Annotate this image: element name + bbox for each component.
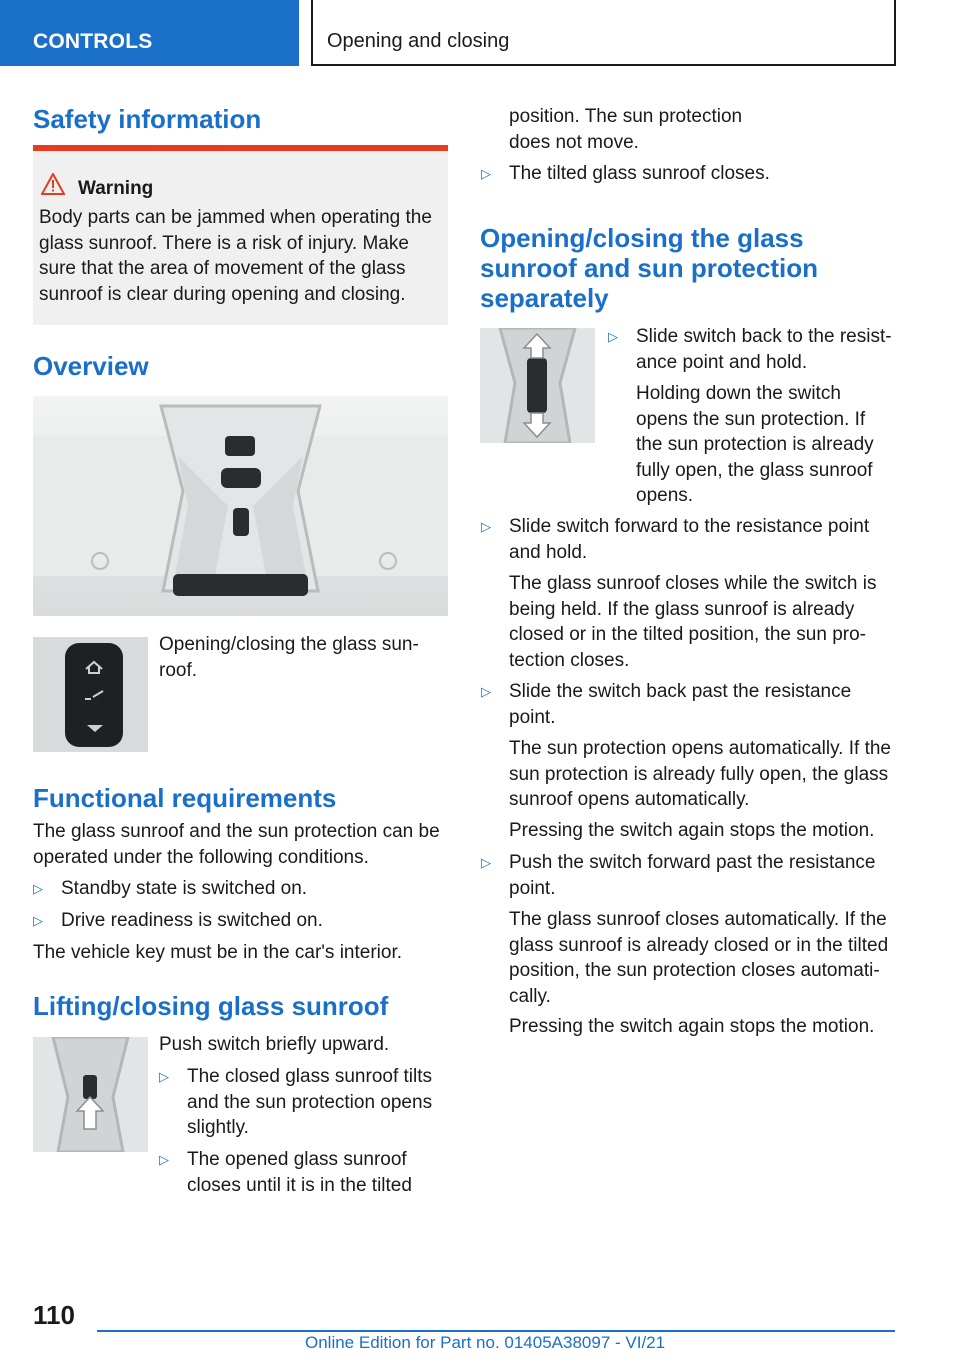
intro-line: The glass sunroof and the sun protection can be [33, 821, 440, 842]
list-item-text [187, 1064, 432, 1141]
separately-heading [480, 223, 818, 313]
bullet-marker-icon: ▷ [481, 855, 491, 870]
list-item [481, 514, 901, 570]
warning-line: sure that the area of movement of the glass [39, 258, 406, 279]
text-line: and the sun protection opens [187, 1091, 433, 1113]
bullet-marker-icon: ▷ [608, 329, 618, 344]
text-line: sunroof opens automatically. [509, 789, 750, 810]
b3-stop-note: Pressing the switch again stops the motion. [509, 820, 875, 841]
text-line: position. The sun protection [509, 106, 743, 127]
bullet-marker-icon: ▷ [33, 881, 43, 896]
text-line: The sun protection opens automatically. If the [509, 738, 891, 759]
text-line: the sun protection is already [636, 434, 874, 455]
functional-intro [33, 819, 440, 870]
list-item-text [509, 679, 851, 730]
chapter-title: Opening and closing [327, 30, 510, 52]
overview-caption [159, 632, 419, 683]
edition-note: Online Edition for Part no. 01405A38097 - VI/21 [305, 1333, 666, 1352]
list-item [481, 679, 901, 735]
functional-note: The vehicle key must be in the car's interior. [33, 942, 403, 963]
list-item-text [187, 1147, 412, 1198]
bullet-marker-icon: ▷ [481, 519, 491, 534]
section-tab [0, 0, 299, 66]
text-line: Push the switch forward past the resistance [509, 852, 876, 873]
text-line: slightly. [187, 1117, 249, 1138]
bullet-marker-icon: ▷ [159, 1152, 169, 1167]
bullet-marker-icon: ▷ [159, 1069, 169, 1084]
lifting-heading: Lifting/closing glass sunroof [33, 991, 389, 1021]
text-line: opens the sun protection. If [636, 408, 866, 430]
text-line: The glass sunroof closes while the switch is [509, 573, 877, 594]
list-item-text: The tilted glass sunroof closes. [509, 163, 770, 184]
text-line: position, the sun protection closes automati‐ [509, 960, 880, 981]
overview-console-image [33, 396, 448, 616]
overview-heading: Overview [33, 351, 149, 381]
section-title: CONTROLS [33, 30, 153, 53]
heading-line: Opening/closing the glass [480, 223, 804, 253]
text-line: Slide switch forward to the resistance point [509, 516, 870, 537]
caption-line: Opening/closing the glass sun‐ [159, 634, 419, 655]
warning-line: Body parts can be jammed when operating the [39, 207, 432, 228]
b1-detail [636, 381, 874, 509]
text-line: Slide switch back to the resist‐ [636, 326, 892, 347]
list-item [33, 876, 443, 902]
text-line: tection closes. [509, 649, 630, 671]
sunroof-switch-image [33, 637, 148, 752]
tilt-switch-image [33, 1037, 148, 1152]
list-item [159, 1064, 444, 1144]
heading-line: separately [480, 283, 609, 313]
text-line: being held. If the glass sunroof is already [509, 598, 855, 620]
text-line: does not move. [509, 131, 639, 153]
list-item-text [636, 324, 892, 375]
warning-title: Warning [78, 178, 154, 199]
lifting-b2-continued [509, 104, 742, 155]
text-line: glass sunroof is already closed or in the tilted [509, 934, 889, 956]
text-line: closed or in the tilted position, the sun pro‐ [509, 624, 866, 645]
intro-line: operated under the following conditions. [33, 846, 369, 868]
list-item-text [509, 850, 875, 901]
b3-detail [509, 736, 891, 813]
text-line: Slide the switch back past the resistance [509, 681, 852, 702]
footer-divider [97, 1330, 895, 1332]
bullet-marker-icon: ▷ [481, 166, 491, 181]
text-line: ance point and hold. [636, 351, 808, 373]
text-line: and hold. [509, 541, 588, 563]
warning-box [33, 145, 448, 325]
text-line: point. [509, 877, 556, 899]
text-line: opens. [636, 485, 694, 506]
text-line: The glass sunroof closes automatically. If the [509, 909, 887, 930]
list-item [608, 324, 903, 380]
slide-switch-image [480, 328, 595, 443]
functional-heading: Functional requirements [33, 783, 337, 813]
caption-line: roof. [159, 659, 198, 681]
text-line: sun protection is already fully open, the glass [509, 763, 889, 785]
text-line: Holding down the switch [636, 383, 841, 404]
b4-detail [509, 907, 888, 1009]
warning-line: glass sunroof. There is a risk of injury. Make [39, 232, 409, 254]
lifting-intro: Push switch briefly upward. [159, 1034, 390, 1055]
text-line: point. [509, 706, 556, 728]
text-line: cally. [509, 985, 551, 1007]
list-item-text: Drive readiness is switched on. [61, 910, 323, 931]
warning-triangle-icon [41, 173, 65, 195]
list-item [33, 908, 443, 934]
list-item [481, 161, 901, 187]
list-item-text: Standby state is switched on. [61, 878, 308, 899]
chapter-tab [311, 0, 896, 66]
text-line: The opened glass sunroof [187, 1149, 407, 1170]
warning-line: sunroof is clear during opening and closing. [39, 283, 406, 305]
list-item [481, 850, 901, 906]
list-item [159, 1147, 444, 1202]
safety-heading: Safety information [33, 104, 262, 134]
warning-text [39, 205, 443, 307]
bullet-marker-icon: ▷ [33, 913, 43, 928]
text-line: closes until it is in the tilted [187, 1174, 412, 1196]
text-line: fully open, the glass sunroof [636, 459, 873, 481]
heading-line: sunroof and sun protection [480, 253, 818, 283]
bullet-marker-icon: ▷ [481, 684, 491, 699]
b4-stop-note: Pressing the switch again stops the motion. [509, 1016, 875, 1037]
b2-detail [509, 571, 877, 673]
page-number: 110 [33, 1300, 75, 1330]
text-line: The closed glass sunroof tilts [187, 1066, 433, 1087]
list-item-text [509, 514, 869, 565]
